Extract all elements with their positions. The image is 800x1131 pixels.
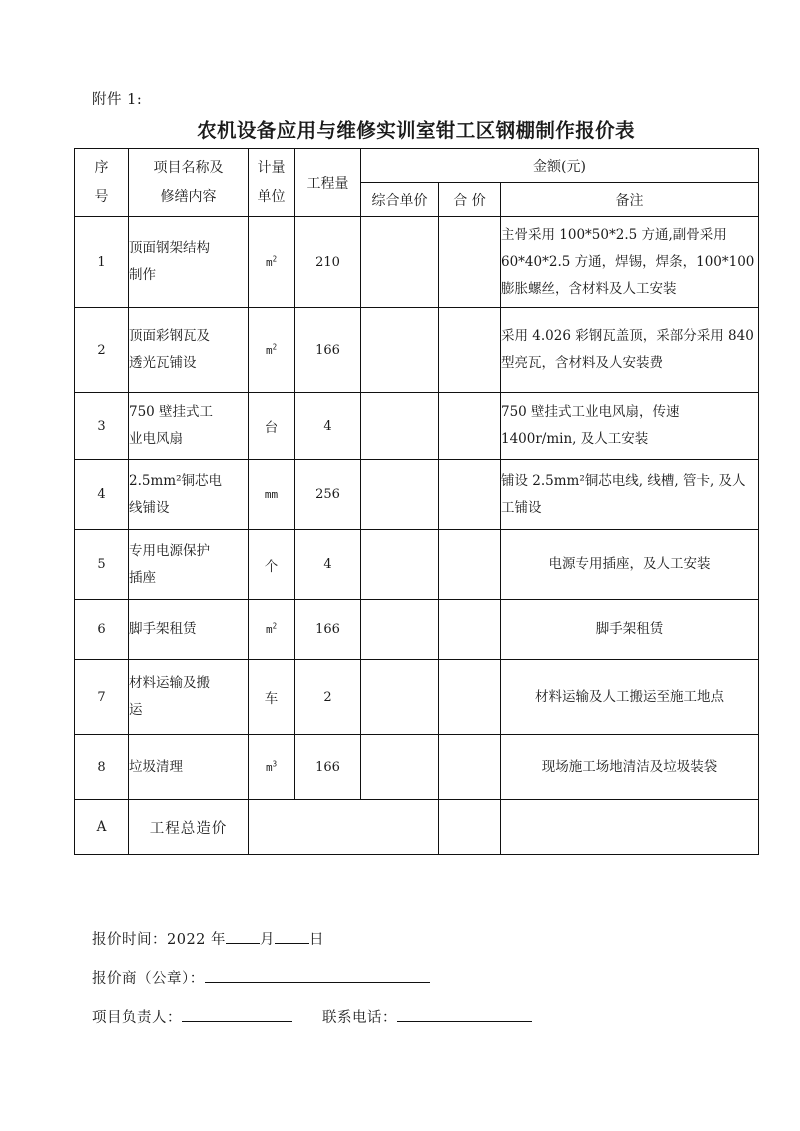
cell-total-price[interactable]: [439, 600, 501, 660]
header-seq-line1: 序: [94, 160, 109, 176]
project-manager-label: 项目负责人：: [92, 1010, 182, 1026]
cell-unit-price[interactable]: [361, 530, 439, 600]
cell-total-price[interactable]: [439, 530, 501, 600]
footer-fields: [92, 928, 732, 1045]
vendor-row: [92, 967, 732, 988]
cell-remark: 铺设 2.5mm²铜芯电线, 线槽, 管卡, 及人工铺设: [501, 460, 759, 530]
cell-seq: 3: [75, 393, 129, 460]
item-name-line1: 垃圾清理: [129, 758, 183, 775]
header-unit: [249, 149, 295, 217]
cell-item-name: [129, 308, 249, 393]
cell-total-merged-value[interactable]: [249, 800, 439, 855]
cell-unit: 车: [249, 660, 295, 735]
header-unit-price: 综合单价: [361, 183, 439, 217]
quote-date-month-blank[interactable]: [226, 943, 260, 944]
vendor-label: 报价商（公章）：: [92, 971, 205, 987]
quote-date-day-blank[interactable]: [275, 943, 309, 944]
cell-seq: 6: [75, 600, 129, 660]
cell-quantity: 4: [295, 393, 361, 460]
attachment-label: 附件 1:: [92, 92, 143, 108]
item-name-line1: 脚手架租赁: [129, 621, 197, 638]
quote-date-prefix: 报价时间：2022 年: [92, 932, 227, 948]
cell-remark: 材料运输及人工搬运至施工地点: [501, 660, 759, 735]
item-name-line1: 750 壁挂式工: [129, 404, 214, 421]
item-name-line1: 专用电源保护: [129, 542, 210, 559]
header-row-1: [75, 149, 759, 183]
page-title: 农机设备应用与维修实训室钳工区钢棚制作报价表: [197, 119, 635, 142]
table-row: [75, 660, 759, 735]
header-name-line1: 项目名称及: [153, 160, 224, 176]
cell-seq: 4: [75, 460, 129, 530]
cell-seq: 8: [75, 735, 129, 800]
header-total-price: 合 价: [439, 183, 501, 217]
header-unit-line2: 单位: [257, 188, 286, 205]
cell-total-price[interactable]: [439, 217, 501, 308]
cell-quantity: 256: [295, 460, 361, 530]
contact-row: [92, 1006, 732, 1027]
table-row: [75, 600, 759, 660]
quote-date-day-label: 日: [309, 932, 325, 948]
vendor-signature-blank[interactable]: [205, 982, 430, 983]
cell-remark: 主骨采用 100*50*2.5 方通,副骨采用 60*40*2.5 方通，焊锡，焊条，100*100 膨胀螺丝，含材料及人工安装: [501, 217, 759, 308]
cell-total-price[interactable]: [439, 308, 501, 393]
cell-seq: 2: [75, 308, 129, 393]
table-row: [75, 530, 759, 600]
cell-unit: mm: [249, 460, 295, 530]
cell-remark: 电源专用插座，及人工安装: [501, 530, 759, 600]
cell-seq: 1: [75, 217, 129, 308]
cell-unit: 台: [249, 393, 295, 460]
item-name-line2: 线铺设: [129, 499, 170, 516]
cell-item-name: [129, 460, 249, 530]
header-quantity: 工程量: [295, 149, 361, 217]
cell-quantity: 210: [295, 217, 361, 308]
item-name-line2: 运: [129, 702, 143, 719]
cell-quantity: 166: [295, 735, 361, 800]
cell-seq: 5: [75, 530, 129, 600]
header-name-line2: 修缮内容: [160, 188, 217, 205]
cell-item-name: [129, 217, 249, 308]
cell-unit: $m^2$: [249, 600, 295, 660]
cell-item-name: [129, 393, 249, 460]
cell-unit: $m^2$: [249, 308, 295, 393]
cell-quantity: 166: [295, 308, 361, 393]
quote-date-row: [92, 928, 732, 949]
header-unit-line1: 计量: [257, 160, 286, 176]
table-row: [75, 217, 759, 308]
item-name-line1: 2.5mm²铜芯电: [129, 472, 222, 489]
cell-quantity: 4: [295, 530, 361, 600]
project-manager-blank[interactable]: [182, 1021, 292, 1022]
table-row: [75, 460, 759, 530]
item-name-line1: 顶面钢架结构: [129, 240, 210, 257]
cell-unit-price[interactable]: [361, 460, 439, 530]
table-row: [75, 735, 759, 800]
cell-unit: 个: [249, 530, 295, 600]
cell-total-price[interactable]: [439, 735, 501, 800]
item-name-line2: 透光瓦铺设: [129, 355, 197, 372]
cell-unit: $m^2$: [249, 217, 295, 308]
cell-item-name: [129, 600, 249, 660]
cell-remark: 750 壁挂式工业电风扇，传速 1400r/min, 及人工安装: [501, 393, 759, 460]
item-name-line2: 插座: [129, 569, 156, 586]
cell-unit-price[interactable]: [361, 600, 439, 660]
cell-quantity: 2: [295, 660, 361, 735]
header-amount-group: 金额(元): [361, 149, 759, 183]
table-header: [75, 149, 759, 217]
table-total-row: [75, 800, 759, 855]
header-seq-line2: 号: [94, 188, 109, 205]
cell-unit-price[interactable]: [361, 735, 439, 800]
cell-unit-price[interactable]: [361, 308, 439, 393]
cell-total-price[interactable]: [439, 660, 501, 735]
header-remark: 备注: [501, 183, 759, 217]
item-name-line2: 业电风扇: [129, 431, 183, 448]
cell-quantity: 166: [295, 600, 361, 660]
cell-total-price[interactable]: [439, 393, 501, 460]
table-body: [75, 217, 759, 855]
cell-item-name: [129, 735, 249, 800]
cell-total-price-sum[interactable]: [439, 800, 501, 855]
item-name-line1: 顶面彩钢瓦及: [129, 328, 210, 345]
cell-total-label: 工程总造价: [129, 800, 249, 855]
cell-total-price[interactable]: [439, 460, 501, 530]
quotation-table: [74, 148, 759, 855]
cell-remark: 现场施工场地清洁及垃圾装袋: [501, 735, 759, 800]
item-name-line2: 制作: [129, 267, 156, 284]
cell-remark: 脚手架租赁: [501, 600, 759, 660]
cell-total-remark[interactable]: [501, 800, 759, 855]
cell-remark: 采用 4.026 彩钢瓦盖顶，采部分采用 840 型亮瓦，含材料及人安装费: [501, 308, 759, 393]
cell-total-seq: A: [75, 800, 129, 855]
header-seq: [75, 149, 129, 217]
phone-blank[interactable]: [397, 1021, 532, 1022]
header-item-name: [129, 149, 249, 217]
cell-unit-price[interactable]: [361, 393, 439, 460]
table-row: [75, 308, 759, 393]
cell-unit: $m^3$: [249, 735, 295, 800]
item-name-line1: 材料运输及搬: [129, 675, 210, 692]
cell-unit-price[interactable]: [361, 660, 439, 735]
cell-seq: 7: [75, 660, 129, 735]
quote-date-month-label: 月: [260, 932, 276, 948]
cell-item-name: [129, 530, 249, 600]
cell-unit-price[interactable]: [361, 217, 439, 308]
cell-item-name: [129, 660, 249, 735]
table-row: [75, 393, 759, 460]
phone-label: 联系电话：: [322, 1010, 397, 1026]
